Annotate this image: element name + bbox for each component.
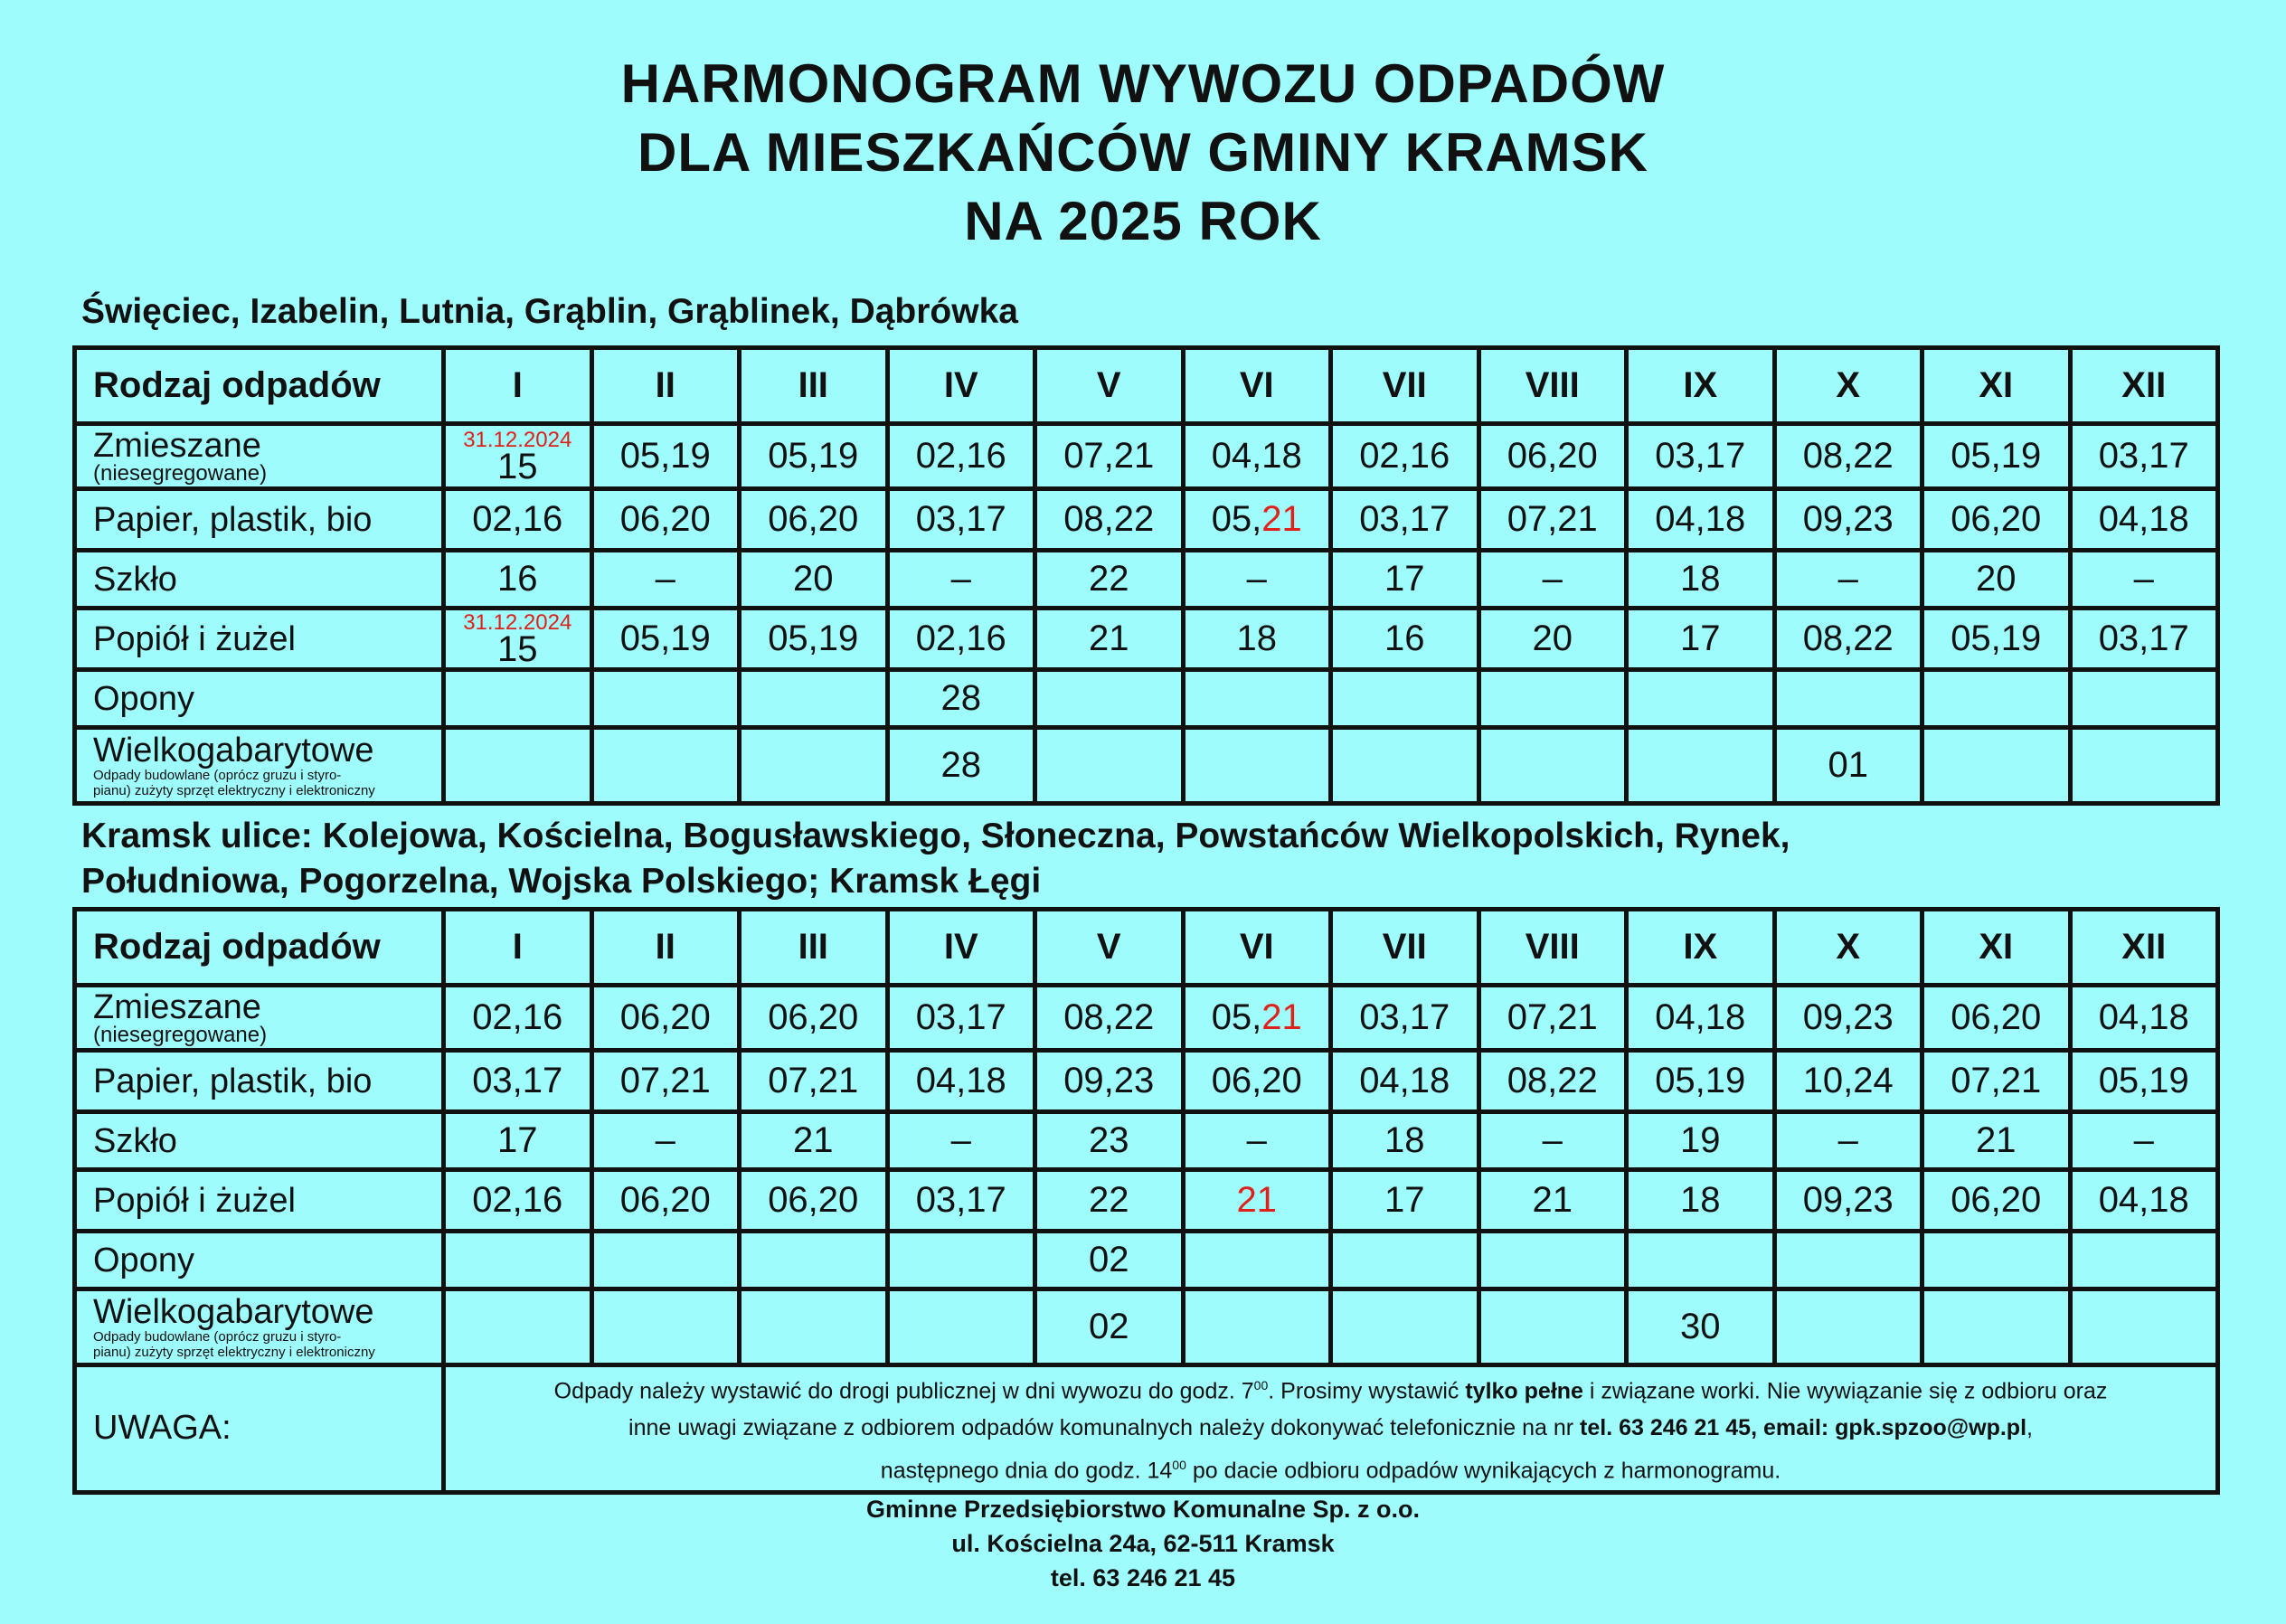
cell-zmieszane-XII: 03,17: [2070, 424, 2218, 489]
cell-wielko-II: [591, 1289, 740, 1365]
cell-popiol-I: [444, 609, 592, 670]
month-header-VII: VII: [1331, 910, 1479, 986]
month-header-V: V: [1035, 910, 1184, 986]
date-note: 31.12.2024: [463, 609, 572, 635]
cell-opony-VIII: [1478, 1232, 1627, 1289]
cell-opony-XI: [1922, 670, 2071, 728]
month-header-VIII: VIII: [1478, 910, 1627, 986]
month-header-I: I: [444, 348, 592, 424]
cell-szklo-XII: –: [2070, 551, 2218, 609]
cell-szklo-III: 20: [740, 551, 888, 609]
area2-heading-line-2: Południowa, Pogorzelna, Wojska Polskiego; Kramsk Łęgi: [81, 862, 1042, 901]
cell-szklo-V: 23: [1035, 1112, 1184, 1170]
wielko-note-1: Odpady budowlane (oprócz gruzu i styro-: [93, 1328, 342, 1345]
cell-wielko-V: [1035, 728, 1184, 804]
row-popiol: [75, 1170, 2218, 1232]
cell-szklo-IV: –: [887, 1112, 1035, 1170]
row-opony: [75, 1232, 2218, 1289]
label-wielko: [75, 728, 444, 804]
uwaga-t7: ,: [2026, 1415, 2033, 1441]
cell-wielko-I: [444, 728, 592, 804]
cell-popiol-VI: 21: [1183, 1170, 1331, 1232]
cell-opony-XII: [2070, 1232, 2218, 1289]
cell-popiol-XII: 03,17: [2070, 609, 2218, 670]
cell-papier-III: 06,20: [740, 489, 888, 551]
row-szklo: [75, 1112, 2218, 1170]
title-line-3: NA 2025 ROK: [964, 191, 1322, 251]
month-header-X: X: [1774, 348, 1922, 424]
cell-wielko-VII: [1331, 728, 1479, 804]
month-header-IV: IV: [887, 910, 1035, 986]
uwaga-t1-sup: 00: [1253, 1378, 1269, 1393]
cell-zmieszane-VII: 03,17: [1331, 986, 1479, 1051]
cell-opony-III: [740, 1232, 888, 1289]
label-popiol: Popiół i żużel: [75, 609, 444, 670]
schedule-table-area1: [72, 345, 2220, 806]
title-line-2: DLA MIESZKAŃCÓW GMINY KRAMSK: [638, 122, 1648, 183]
cell-popiol-V: 22: [1035, 1170, 1184, 1232]
cell-szklo-VI: –: [1183, 551, 1331, 609]
cell-popiol-XI: 06,20: [1922, 1170, 2071, 1232]
cell-szklo-V: 22: [1035, 551, 1184, 609]
cell-szklo-VII: 17: [1331, 551, 1479, 609]
cell-popiol-X: 09,23: [1774, 1170, 1922, 1232]
cell-wielko-X: [1774, 1289, 1922, 1365]
row-zmieszane: [75, 986, 2218, 1051]
label-wielko: [75, 1289, 444, 1365]
cell-papier-VI: 06,20: [1183, 1051, 1331, 1112]
uwaga-t1: Odpady należy wystawić do drogi publicznej w dni wywozu do godz. 7: [553, 1378, 1254, 1404]
row-opony: [75, 670, 2218, 728]
cell-popiol-III: 05,19: [740, 609, 888, 670]
cell-zmieszane-I: 02,16: [444, 986, 592, 1051]
cell-zmieszane-X: 08,22: [1774, 424, 1922, 489]
row-uwaga: [75, 1365, 2218, 1493]
cell-popiol-II: 06,20: [591, 1170, 740, 1232]
cell-popiol-XI: 05,19: [1922, 609, 2071, 670]
month-header-IX: IX: [1627, 348, 1775, 424]
cell-popiol-II: 05,19: [591, 609, 740, 670]
row-szklo: [75, 551, 2218, 609]
label-papier: Papier, plastik, bio: [75, 1051, 444, 1112]
cell-szklo-I: 16: [444, 551, 592, 609]
cell-szklo-I: 17: [444, 1112, 592, 1170]
cell-wielko-XII: [2070, 728, 2218, 804]
label-zmieszane: [75, 986, 444, 1051]
cell-opony-XII: [2070, 670, 2218, 728]
uwaga-text: [444, 1365, 2218, 1493]
cell-popiol-XII: 04,18: [2070, 1170, 2218, 1232]
cell-papier-VII: 04,18: [1331, 1051, 1479, 1112]
cell-papier-I: 02,16: [444, 489, 592, 551]
cell-szklo-III: 21: [740, 1112, 888, 1170]
cell-popiol-VII: 16: [1331, 609, 1479, 670]
cell-zmieszane-V: 07,21: [1035, 424, 1184, 489]
cell-szklo-VIII: –: [1478, 551, 1627, 609]
cell-opony-II: [591, 670, 740, 728]
cell-opony-III: [740, 670, 888, 728]
zmieszane-text: Zmieszane: [93, 987, 261, 1026]
cell-popiol-IV: 02,16: [887, 609, 1035, 670]
cell-wielko-VIII: [1478, 1289, 1627, 1365]
footer-company: Gminne Przedsiębiorstwo Komunalne Sp. z o.o.: [865, 1496, 1421, 1523]
cell-opony-IX: [1627, 1232, 1775, 1289]
cell-zmieszane-IV: 02,16: [887, 424, 1035, 489]
wielko-note-2: pianu) zużyty sprzęt elektryczny i elektroniczny: [93, 1344, 375, 1360]
cell-opony-VI: [1183, 670, 1331, 728]
cell-zmieszane-XII: 04,18: [2070, 986, 2218, 1051]
cell-papier-II: 07,21: [591, 1051, 740, 1112]
month-header-VI: VI: [1183, 348, 1331, 424]
row-wielko: [75, 1289, 2218, 1365]
cell-zmieszane-III: 05,19: [740, 424, 888, 489]
cell-zmieszane-IX: 04,18: [1627, 986, 1775, 1051]
cell-wielko-IX: 30: [1627, 1289, 1775, 1365]
cell-wielko-IV: [887, 1289, 1035, 1365]
month-header-VIII: VIII: [1478, 348, 1627, 424]
cell-wielko-II: [591, 728, 740, 804]
cell-opony-VIII: [1478, 670, 1627, 728]
month-header-II: II: [591, 348, 740, 424]
footer: [0, 1492, 2286, 1595]
month-header-XI: XI: [1922, 348, 2071, 424]
cell-popiol-X: 08,22: [1774, 609, 1922, 670]
month-header-VII: VII: [1331, 348, 1479, 424]
cell-zmieszane-VII: 02,16: [1331, 424, 1479, 489]
cell-popiol-VI: 18: [1183, 609, 1331, 670]
cell-szklo-XI: 20: [1922, 551, 2071, 609]
wielko-text: Wielkogabarytowe: [93, 731, 374, 770]
cell-szklo-II: –: [591, 1112, 740, 1170]
cell-papier-IX: 05,19: [1627, 1051, 1775, 1112]
cell-papier-X: 10,24: [1774, 1051, 1922, 1112]
niesegregowane-text: (niesegregowane): [93, 460, 268, 486]
label-popiol: Popiół i żużel: [75, 1170, 444, 1232]
row-popiol: [75, 609, 2218, 670]
row-wielko: [75, 728, 2218, 804]
schedule-table-area2: [72, 907, 2220, 1495]
cell-papier-VII: 03,17: [1331, 489, 1479, 551]
wielko-note-2: pianu) zużyty sprzęt elektryczny i elektroniczny: [93, 782, 375, 798]
row-zmieszane: [75, 424, 2218, 489]
cell-popiol-V: 21: [1035, 609, 1184, 670]
cell-opony-IV: 28: [887, 670, 1035, 728]
page-title: [0, 50, 2286, 256]
title-line-1: HARMONOGRAM WYWOZU ODPADÓW: [620, 53, 1666, 114]
niesegregowane-text: (niesegregowane): [93, 1022, 268, 1047]
uwaga-t2: . Prosimy wystawić: [1268, 1378, 1466, 1404]
cell-szklo-X: –: [1774, 1112, 1922, 1170]
cell-wielko-XI: [1922, 1289, 2071, 1365]
cell-wielko-IX: [1627, 728, 1775, 804]
cell-popiol-VIII: 20: [1478, 609, 1627, 670]
uwaga-t8-sup: 00: [1172, 1458, 1186, 1473]
uwaga-label: UWAGA:: [75, 1365, 444, 1493]
header-row: [75, 348, 2218, 424]
cell-szklo-VIII: –: [1478, 1112, 1627, 1170]
month-header-XII: XII: [2070, 910, 2218, 986]
cell-papier-IX: 04,18: [1627, 489, 1775, 551]
cell-papier-VI: [1183, 489, 1331, 551]
cell-wielko-III: [740, 1289, 888, 1365]
cell-wielko-VIII: [1478, 728, 1627, 804]
cell-zmieszane-IX: 03,17: [1627, 424, 1775, 489]
uwaga-t5: inne uwagi związane z odbiorem odpadów komunalnych należy dokonywać telefonicznie na nr: [628, 1415, 1581, 1441]
cell-zmieszane-I: [444, 424, 592, 489]
cell-szklo-XII: –: [2070, 1112, 2218, 1170]
row-papier: [75, 1051, 2218, 1112]
cell-value: 15: [497, 446, 538, 486]
area2-heading: [81, 814, 1790, 904]
month-header-III: III: [740, 348, 888, 424]
cell-papier-XI: 06,20: [1922, 489, 2071, 551]
cell-papier-IV: 04,18: [887, 1051, 1035, 1112]
cell-wielko-VI: [1183, 728, 1331, 804]
cell-szklo-VI: –: [1183, 1112, 1331, 1170]
label-szklo: Szkło: [75, 551, 444, 609]
cell-zmieszane-X: 09,23: [1774, 986, 1922, 1051]
cell-popiol-IX: 17: [1627, 609, 1775, 670]
cell-zmieszane-II: 05,19: [591, 424, 740, 489]
wielko-text: Wielkogabarytowe: [93, 1292, 374, 1331]
cell-opony-II: [591, 1232, 740, 1289]
zmieszane-text: Zmieszane: [93, 426, 261, 465]
cell-popiol-III: 06,20: [740, 1170, 888, 1232]
cell-szklo-XI: 21: [1922, 1112, 2071, 1170]
label-papier: Papier, plastik, bio: [75, 489, 444, 551]
uwaga-t6: tel. 63 246 21 45, email: gpk.spzoo@wp.pl: [1580, 1415, 2027, 1441]
uwaga-t8: następnego dnia do godz. 14: [880, 1458, 1173, 1484]
cell-popiol-IX: 18: [1627, 1170, 1775, 1232]
cell-opony-V: [1035, 670, 1184, 728]
cell-zmieszane-VIII: 07,21: [1478, 986, 1627, 1051]
cell-opony-IV: [887, 1232, 1035, 1289]
cell-papier-V: 08,22: [1035, 489, 1184, 551]
cell-opony-X: [1774, 1232, 1922, 1289]
cell-papier-X: 09,23: [1774, 489, 1922, 551]
month-header-VI: VI: [1183, 910, 1331, 986]
cell-zmieszane-VI: 04,18: [1183, 424, 1331, 489]
cell-papier-I: 03,17: [444, 1051, 592, 1112]
cell-popiol-IV: 03,17: [887, 1170, 1035, 1232]
cell-wielko-V: 02: [1035, 1289, 1184, 1365]
month-header-I: I: [444, 910, 592, 986]
cell-value: 05,: [1211, 499, 1262, 539]
uwaga-t3: tylko pełne: [1465, 1378, 1583, 1404]
cell-szklo-IV: –: [887, 551, 1035, 609]
cell-wielko-III: [740, 728, 888, 804]
cell-opony-I: [444, 670, 592, 728]
cell-popiol-VII: 17: [1331, 1170, 1479, 1232]
cell-zmieszane-II: 06,20: [591, 986, 740, 1051]
cell-papier-VIII: 08,22: [1478, 1051, 1627, 1112]
rodzaj-header: Rodzaj odpadów: [75, 910, 444, 986]
cell-papier-III: 07,21: [740, 1051, 888, 1112]
cell-opony-V: 02: [1035, 1232, 1184, 1289]
cell-zmieszane-XI: 06,20: [1922, 986, 2071, 1051]
cell-szklo-II: –: [591, 551, 740, 609]
footer-phone: tel. 63 246 21 45: [1050, 1564, 1236, 1591]
cell-zmieszane-V: 08,22: [1035, 986, 1184, 1051]
label-opony: Opony: [75, 670, 444, 728]
month-header-IV: IV: [887, 348, 1035, 424]
label-zmieszane: [75, 424, 444, 489]
cell-opony-XI: [1922, 1232, 2071, 1289]
cell-value: 15: [497, 628, 538, 669]
cell-papier-IV: 03,17: [887, 489, 1035, 551]
cell-zmieszane-IV: 03,17: [887, 986, 1035, 1051]
month-header-XII: XII: [2070, 348, 2218, 424]
row-papier: [75, 489, 2218, 551]
cell-opony-VII: [1331, 670, 1479, 728]
cell-wielko-I: [444, 1289, 592, 1365]
month-header-X: X: [1774, 910, 1922, 986]
cell-wielko-XI: [1922, 728, 2071, 804]
wielko-note-1: Odpady budowlane (oprócz gruzu i styro-: [93, 767, 342, 783]
cell-opony-I: [444, 1232, 592, 1289]
cell-value-red: 21: [1261, 499, 1302, 539]
month-header-XI: XI: [1922, 910, 2071, 986]
header-row: [75, 910, 2218, 986]
uwaga-t4: i związane worki. Nie wywiązanie się z odbioru oraz: [1582, 1378, 2108, 1404]
cell-papier-XI: 07,21: [1922, 1051, 2071, 1112]
cell-papier-V: 09,23: [1035, 1051, 1184, 1112]
footer-address: ul. Kościelna 24a, 62-511 Kramsk: [951, 1530, 1335, 1557]
cell-opony-IX: [1627, 670, 1775, 728]
cell-zmieszane-VI: [1183, 986, 1331, 1051]
cell-wielko-IV: 28: [887, 728, 1035, 804]
rodzaj-header: Rodzaj odpadów: [75, 348, 444, 424]
month-header-V: V: [1035, 348, 1184, 424]
cell-zmieszane-III: 06,20: [740, 986, 888, 1051]
cell-szklo-IX: 18: [1627, 551, 1775, 609]
label-szklo: Szkło: [75, 1112, 444, 1170]
cell-papier-II: 06,20: [591, 489, 740, 551]
cell-value: 05,: [1211, 997, 1262, 1037]
area2-heading-line-1: Kramsk ulice: Kolejowa, Kościelna, Bogusławskiego, Słoneczna, Powstańców Wielkopolskich, Rynek,: [81, 817, 1790, 855]
cell-szklo-IX: 19: [1627, 1112, 1775, 1170]
cell-papier-XII: 05,19: [2070, 1051, 2218, 1112]
cell-popiol-VIII: 21: [1478, 1170, 1627, 1232]
cell-zmieszane-VIII: 06,20: [1478, 424, 1627, 489]
cell-opony-VII: [1331, 1232, 1479, 1289]
cell-opony-X: [1774, 670, 1922, 728]
uwaga-t9: po dacie odbioru odpadów wynikających z harmonogramu.: [1186, 1458, 1781, 1484]
cell-szklo-X: –: [1774, 551, 1922, 609]
month-header-III: III: [740, 910, 888, 986]
month-header-IX: IX: [1627, 910, 1775, 986]
cell-wielko-XII: [2070, 1289, 2218, 1365]
date-note: 31.12.2024: [463, 427, 572, 452]
cell-popiol-I: 02,16: [444, 1170, 592, 1232]
cell-papier-XII: 04,18: [2070, 489, 2218, 551]
cell-papier-VIII: 07,21: [1478, 489, 1627, 551]
cell-szklo-VII: 18: [1331, 1112, 1479, 1170]
cell-value-red: 21: [1261, 997, 1302, 1037]
cell-wielko-X: 01: [1774, 728, 1922, 804]
cell-zmieszane-XI: 05,19: [1922, 424, 2071, 489]
label-opony: Opony: [75, 1232, 444, 1289]
month-header-II: II: [591, 910, 740, 986]
cell-opony-VI: [1183, 1232, 1331, 1289]
area1-heading: Święciec, Izabelin, Lutnia, Grąblin, Grąblinek, Dąbrówka: [81, 292, 1018, 331]
cell-wielko-VII: [1331, 1289, 1479, 1365]
cell-wielko-VI: [1183, 1289, 1331, 1365]
